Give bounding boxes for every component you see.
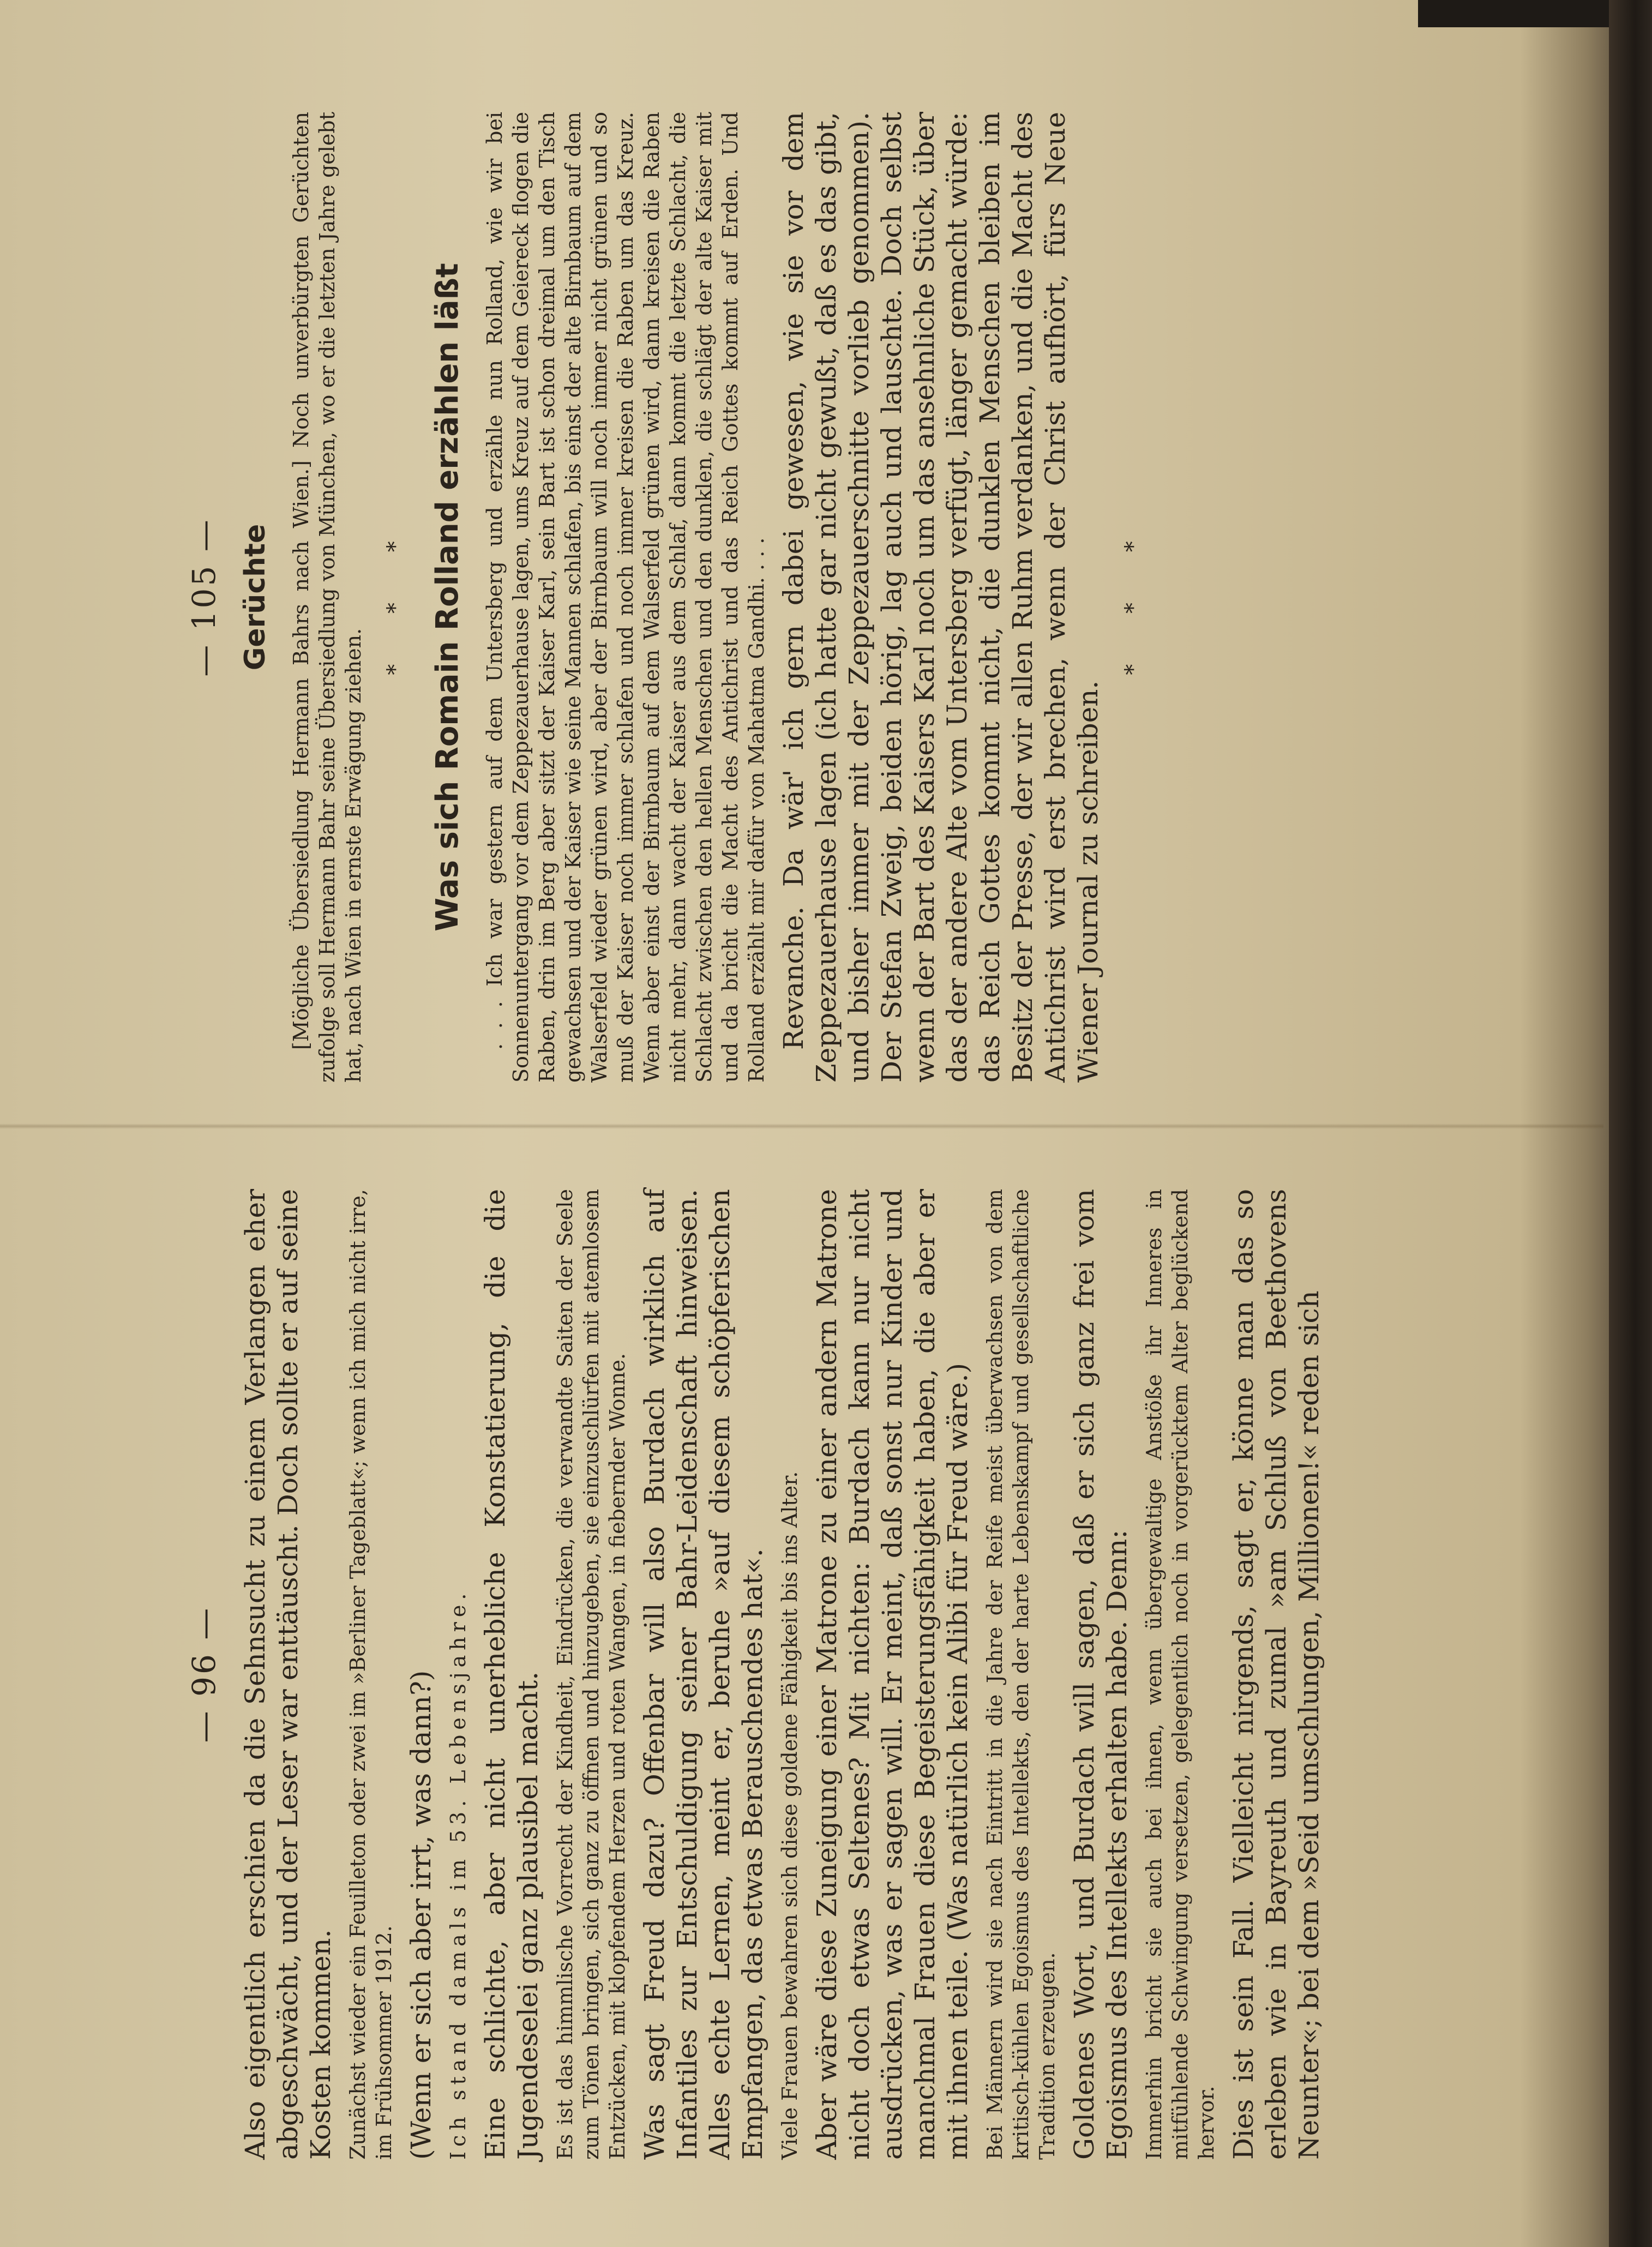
book-binding bbox=[1609, 0, 1652, 2247]
page-fold bbox=[0, 1124, 1603, 1129]
paragraph: . . . Ich war gestern auf dem Untersberg und erzähle nun Rolland, wie wir bei Sonnenuntergang vor dem Zeppezauerhause lagen, ums Kreuz auf dem Geiereck flogen die Raben, drin im Berg aber sitzt der Kaiser Karl, sein Bart ist schon dreimal um den Tisch gewachsen und der Kaiser wie seine Mannen schlafen, bis einst der alte Birnbaum auf dem Walserfeld wieder grünen wird, aber der Birnbaum will noch immer nicht grünen und so muß der Kaiser noch immer schlafen und noch immer kreisen die Raben um das Kreuz. Wenn aber einst der Birnbaum auf dem Walserfeld grünen wird, dann kreisen die Raben nicht mehr, dann wacht der Kaiser aus dem Schlaf, dann kommt die letzte Schlacht, die Schlacht zwischen den hellen Menschen und den dunklen, die schlägt der alte Kaiser mit und da bricht die Macht des Antichrist und das Reich Gottes kommt auf Erden. Und Rolland erzählt mir dafür von Mahatma Gandhi. . . . bbox=[483, 112, 768, 1083]
paragraph: Goldenes Wort, und Burdach will sagen, daß er sich ganz frei vom Egoismus des Intellekts erhalten habe. Denn: bbox=[1068, 1189, 1133, 2160]
paragraph: Bei Männern wird sie nach Eintritt in die Jahre der Reife meist überwachsen von dem kritisch-kühlen Egoismus des Intellekts, den der harte Lebenskampf und gesellschaftliche Tradition erzeugen. bbox=[983, 1189, 1059, 2160]
paragraph: Was sagt Freud dazu? Offenbar will also Burdach wirklich auf Infantiles zur Entschuldigung seiner Bahr-Leidenschaft hinweisen. Alles echte Lernen, meint er, beruhe »auf diesem schöpferischen Empfangen, das etwas Berauschendes hat«. bbox=[639, 1189, 768, 2160]
page-96 bbox=[185, 1189, 1413, 2160]
page-number: — 105 — bbox=[185, 518, 223, 677]
paragraph: Dies ist sein Fall. Vielleicht nirgends, sagt er, könne man das so erleben wie in Bayreuth und zumal »am Schluß von Beethovens Neunter«; bei dem »Seid umschlungen, Millionen!« reden sich bbox=[1228, 1189, 1325, 2160]
section-heading-geruechte: Gerüchte bbox=[239, 524, 272, 671]
section-heading-rolland: Was sich Romain Rolland erzählen läßt bbox=[430, 263, 465, 932]
separator-stars: * * * bbox=[1121, 519, 1146, 675]
paragraph: [Mögliche Übersiedlung Hermann Bahrs nach Wien.] Noch unverbürgten Gerüchten zufolge soll Hermann Bahr seine Übersiedlung von München, wo er die letzten Jahre gelebt hat, nach Wien in ernste Erwägung ziehen. bbox=[289, 112, 365, 1083]
paragraph: Revanche. Da wär' ich gern dabei gewesen, wie sie vor dem Zeppezauerhause lagen (ich hatte gar nicht gewußt, daß es das gibt, und bisher immer mit der Zeppezauerschnitte vorlieb genommen). Der Stefan Zweig, beiden hörig, lag auch und lauschte. Doch selbst wenn der Bart des Kaisers Karl noch um das ansehnliche Stück, über das der andere Alte vom Untersberg verfügt, länger gemacht würde: das Reich Gottes kommt nicht, die dunklen Menschen bleiben im Besitz der Presse, der wir allen Ruhm verdanken, und die Macht des Antichrist wird erst brechen, wenn der Christ aufhört, fürs Neue Wiener Journal zu schreiben. bbox=[778, 112, 1104, 1083]
paragraph: Viele Frauen bewahren sich diese goldene Fähigkeit bis ins Alter. bbox=[778, 1471, 802, 2160]
paragraph: Immerhin bricht sie auch bei ihnen, wenn übergewaltige Anstöße ihr Inneres in mitfühlende Schwingung versetzen, gelegentlich noch in vorgerücktem Alter beglückend hervor. bbox=[1142, 1189, 1218, 2160]
paragraph: (Wenn er sich aber irrt, was dann?) bbox=[405, 1670, 437, 2160]
paragraph: Ich stand damals im 53. Lebensjahre. bbox=[446, 1588, 470, 2160]
paragraph: Es ist das himmlische Vorrecht der Kindheit, Eindrücken, die verwandte Saiten der Seele zum Tönen bringen, sich ganz zu öffnen und hinzugeben, sie einzuschlürfen mit atemlosem Entzücken, mit klopfendem Herzen und roten Wangen, in fiebernder Wonne. bbox=[553, 1189, 629, 2160]
paragraph: Zunächst wieder ein Feuilleton oder zwei im »Berliner Tageblatt«; wenn ich mich nicht irre, im Frühsommer 1912. bbox=[346, 1189, 396, 2160]
paragraph: Aber wäre diese Zuneigung einer Matrone zu einer andern Matrone nicht doch etwas Seltenes? Mit nichten: Burdach kann nur nicht ausdrücken, was er sagen will. Er meint, daß sonst nur Kinder und manchmal Frauen diese Begeisterungsfähigkeit haben, die aber er mit ihnen teile. (Was natürlich kein Alibi für Freud wäre.) bbox=[811, 1189, 974, 2160]
page-105 bbox=[185, 112, 1418, 1083]
paragraph: Also eigentlich erschien da die Sehnsucht zu einem Verlangen eher abgeschwächt, und der Leser war enttäuscht. Doch sollte er auf seine Kosten kommen. bbox=[239, 1189, 337, 2160]
page-number: — 96 — bbox=[185, 1606, 223, 1743]
paragraph: Eine schlichte, aber nicht unerhebliche Konstatierung, die die Jugendeselei ganz plausibel macht. bbox=[479, 1189, 544, 2160]
separator-stars: * * * bbox=[383, 519, 408, 675]
